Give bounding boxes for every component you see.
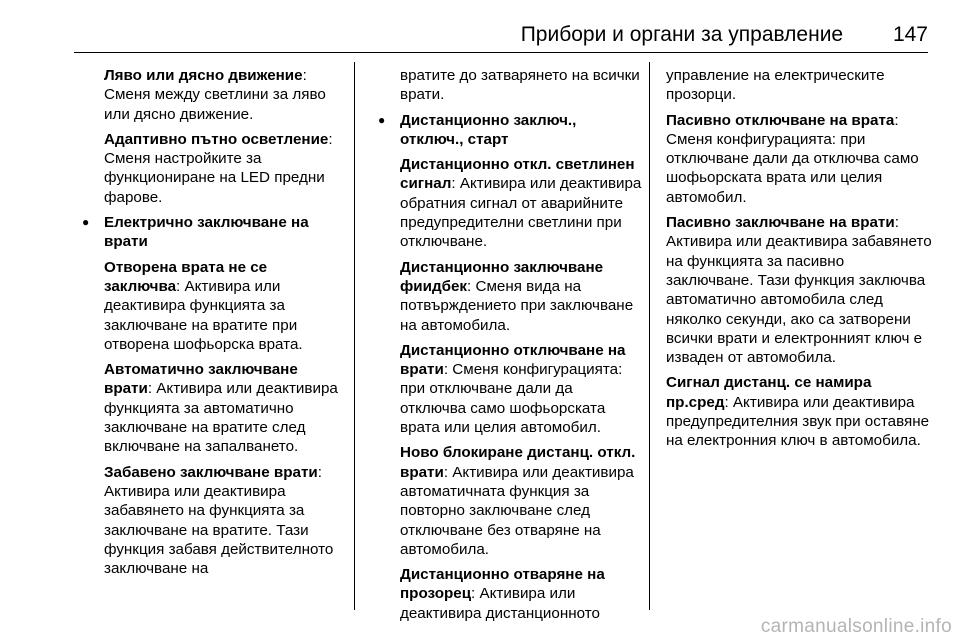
paragraph: управление на електрическите прозорци.: [666, 67, 885, 104]
column-3: [666, 66, 932, 457]
paragraph: Адаптивно пътно осветление: Сменя настройките за функциониране на LED предни фарове.: [104, 130, 333, 206]
watermark: carmanualsonline.info: [760, 616, 952, 637]
term: Забавено заключване врати: [104, 463, 318, 481]
section-title: Прибори и органи за управление: [520, 23, 844, 46]
paragraph: Сигнал дистанц. се намира пр.сред: Активира или деактивира предупредителния звук при оставяне на електронния ключ в автомобила.: [666, 374, 930, 450]
term: Адаптивно пътно осветление: [104, 130, 329, 148]
term: Отворена врата не се заключва: [104, 258, 268, 295]
term: Ляво или дясно движение: [104, 67, 303, 84]
paragraph: Ново блокиране дистанц. откл. врати: Активира или деактивира автоматичната функция за повторно заключване след отключване без отваряне на автомобила.: [400, 444, 636, 558]
term: Автоматично заключване врати: [104, 361, 298, 398]
paragraph: Пасивно отключване на врата: Сменя конфигурацията: при отключване дали да отключва само шофьорската врата или целия автомобил.: [666, 111, 919, 206]
term: Дистанционно откл. светлинен сигнал: [400, 156, 635, 193]
column-2: [370, 66, 642, 629]
header-divider: [74, 52, 928, 53]
page-number: 147: [892, 23, 928, 46]
paragraph: Ляво или дясно движение: Сменя между светлини за ляво или дясно движение.: [104, 67, 326, 123]
paragraph: Пасивно заключване на врати: Активира или деактивира забавянето на функцията за пасивно заключване. Тази функция заключва автоматично автомобила след няколко секунди, ако са затворени всички врати и електронният ключ е изваден от автомобила.: [666, 214, 932, 367]
term: Дистанционно отключване на врати: [400, 341, 626, 379]
term: Дистанционно отваряне на прозорец: [400, 566, 605, 603]
paragraph: Отворена врата не се заключва: Активира или деактивира функцията за заключване на вратите при отворена шофьорска врата.: [104, 258, 303, 353]
paragraph: Дистанционно откл. светлинен сигнал: Активира или деактивира обратния сигнал от аварийните предупредителни светлини при отключване.: [400, 156, 642, 251]
paragraph: Дистанционно отключване на врати: Сменя конфигурацията: при отключване дали да отключва само шофьорската врата или целия автомобил.: [400, 341, 626, 437]
paragraph: Забавено заключване врати: Активира или деактивира забавянето на функцията за заключване на вратите. Тази функция забавя действителното заключване на: [104, 463, 334, 578]
paragraph: Дистанционно отваряне на прозорец: Активира или деактивира дистанционното: [400, 566, 605, 622]
paragraph: Автоматично заключване врати: Активира или деактивира функцията за автоматично заключване на вратите след включване на запалването.: [104, 361, 338, 456]
term: Пасивно заключване на врати: [666, 214, 895, 232]
column-1: [74, 66, 344, 584]
bullet-item: ● Дистанционно заключ., отключ., старт: [370, 111, 642, 150]
page-header: [0, 22, 928, 48]
term: Сигнал дистанц. се намира пр.сред: [666, 374, 872, 411]
term: Пасивно отключване на врата: [666, 111, 895, 129]
bullet-item: ● Електрично заключване на врати: [74, 213, 344, 252]
paragraph: вратите до затварянето на всички врати.: [400, 67, 640, 104]
paragraph: Дистанционно заключване фиидбек: Сменя вида на потвърждението при заключване на автомобила.: [400, 258, 634, 334]
column-divider-2: [649, 62, 650, 610]
term: Ново блокиране дистанц. откл. врати: [400, 444, 636, 481]
term: Дистанционно заключване фиидбек: [400, 258, 604, 295]
column-divider-1: [354, 62, 355, 610]
